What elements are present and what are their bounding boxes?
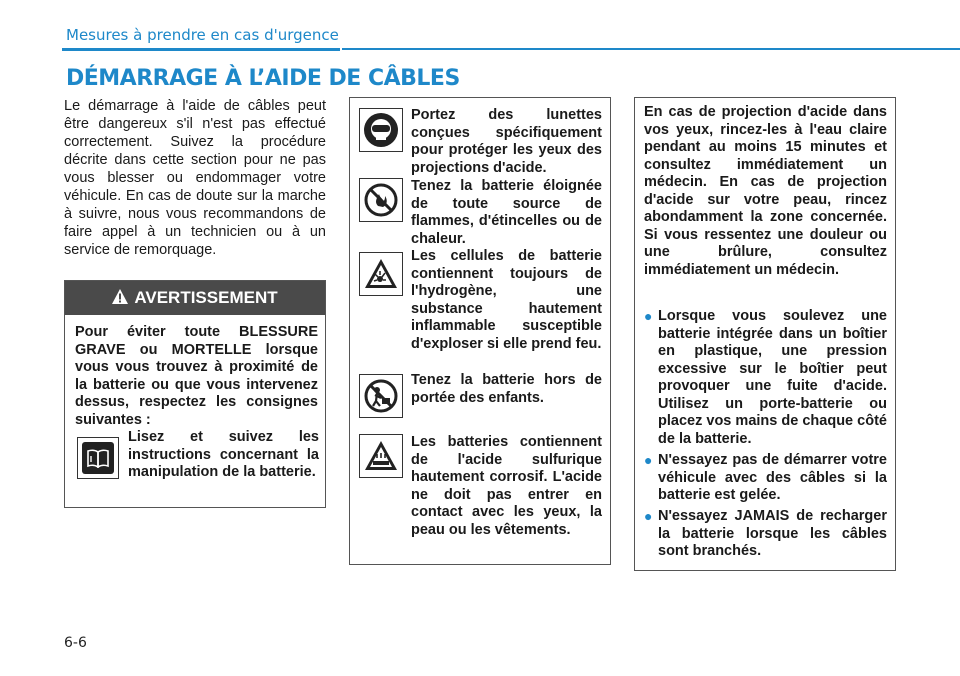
safety-text-children: Tenez la batterie hors de portée des enfants. [411,372,602,406]
first-aid-box [634,97,896,571]
header-rule [62,48,340,51]
safety-goggles-icon [359,108,403,152]
safety-box [349,97,611,565]
header-title: Mesures à prendre en cas d'urgence [66,26,339,44]
warning-text: Pour éviter toute BLESSURE GRAVE ou MORTELLE lorsque vous vous trouvez à proximité de la batterie ou que vous intervenez dessus, respectez les consignes suivantes : [75,324,318,428]
header-rule-extension [342,48,960,50]
list-item [644,308,887,448]
warning-header [65,281,325,315]
warning-instruction: Lisez et suivez les instructions concernant la manipulation de la batterie. [128,429,319,480]
intro-paragraph: Le démarrage à l'aide de câbles peut être dangereux s'il n'est pas effectué correctement. Suivez la procédure décrite dans cette section pour ne pas vous blesser ou endommager votre véhicule. En cas de doute sur la marche à suivre, nous vous recommandons de faire appel à un technicien ou à un service de remorquage. [64,98,326,258]
bullet-icon: ● [644,308,653,324]
warning-triangle-icon [112,289,128,307]
bullet-text: Lorsque vous soulevez une batterie intégrée dans un boîtier en plastique, une pression excessive sur le boîtier peut provoquer une fuite d'acide. Utilisez un porte-batterie ou placez vos mains de chaque côté de la batterie. [658,308,887,447]
section-title: DÉMARRAGE À L’AIDE DE CÂBLES [66,66,460,91]
bullet-icon: ● [644,508,653,524]
safety-text-hydrogen: Les cellules de batterie contiennent toujours de l'hydrogène, une substance hautement inflammable susceptible d'exploser si elle prend feu. [411,248,602,352]
safety-text-goggles: Portez des lunettes conçues spécifiquement pour protéger les yeux des projections d'acide. [411,107,602,176]
explosive-icon [359,252,403,296]
bullet-icon: ● [644,452,653,468]
safety-text-flames: Tenez la batterie éloignée de toute source de flammes, d'étincelles ou de chaleur. [411,178,602,247]
corrosive-icon [359,434,403,478]
safety-text-acid: Les batteries contiennent de l'acide sulfurique hautement corrosif. L'acide ne doit pas entrer en contact avec les yeux, la peau ou les vêtements. [411,434,602,538]
no-flames-icon [359,178,403,222]
page-number: 6-6 [64,635,87,651]
bullet-text: N'essayez pas de démarrer votre véhicule avec des câbles si la batterie est gelée. [658,452,887,503]
warning-header-label: AVERTISSEMENT [134,288,278,307]
bullet-text: N'essayez JAMAIS de recharger la batterie lorsque les câbles sont branchés. [658,508,887,559]
warning-box [64,280,326,508]
first-aid-text: En cas de projection d'acide dans vos yeux, rincez-les à l'eau claire pendant au moins 15 minutes et consultez immédiatement un médecin. En cas de projection d'acide sur votre peau, rincez abondamment la zone concernée. Si vous ressentez une douleur ou une brûlure, consultez immédiatement un médecin. [644,104,887,278]
list-item [644,508,887,561]
keep-from-children-icon [359,374,403,418]
list-item [644,452,887,505]
manual-book-icon [77,437,119,479]
